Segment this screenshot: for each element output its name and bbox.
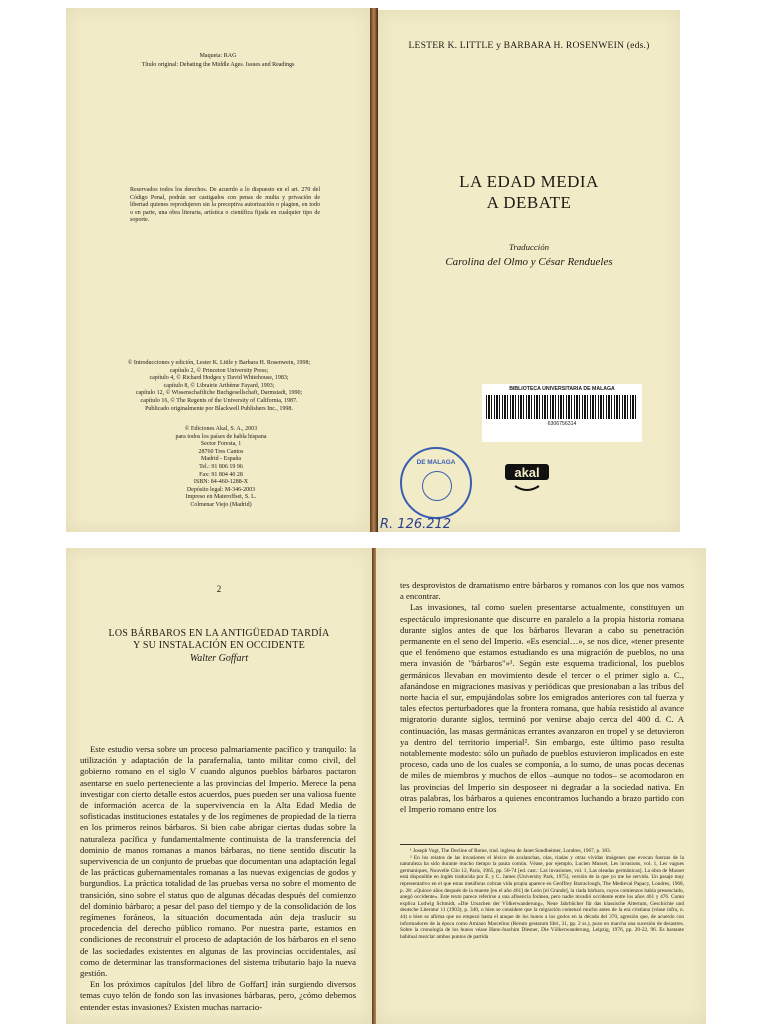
publisher-info <box>146 426 296 510</box>
translation-label: Traducción <box>508 242 550 252</box>
logo-swoosh <box>515 486 539 490</box>
copyright-list <box>94 360 344 413</box>
maqueta-credit: Maqueta: RAG <box>199 53 237 59</box>
chapter-opening-page <box>66 548 372 1024</box>
copyright-line: © Introducciones y edición, Lester K. Little y Barbara H. Rosenwein, 1998; <box>127 360 311 366</box>
book-title-line1: LA EDAD MEDIA <box>459 172 599 191</box>
publisher-line: © Ediciones Akal, S. A., 2003 <box>184 426 258 432</box>
book-gutter <box>370 8 378 532</box>
paragraph: tes desprovistos de dramatismo entre bárbaros y romanos con los que nos vamos a encontrar. <box>400 580 684 602</box>
translators: Carolina del Olmo y César Rendueles <box>445 256 613 268</box>
akal-logo <box>505 456 549 496</box>
footnotes <box>400 848 684 940</box>
footnote-rule <box>400 844 480 845</box>
publisher-line: Colmenar Viejo (Madrid) <box>190 501 252 508</box>
library-barcode-label <box>482 384 642 442</box>
stamp-emblem-icon <box>422 471 452 501</box>
paragraph: Este estudio versa sobre un proceso palmariamente pacífico y tranquilo: la utilización y adaptación de la parafernalia, tanto militar como civil, del gobierno romano en el siglo V cuando algunos pueblos bárbaros pactaron asentarse en suelo perteneciente a las provincias del Imperio. Merece la pena investigar con cierto detalle estos acuerdos, pues pueden ser una valiosa fuente de información acerca de la supervivencia en la Alta Edad Media de sofisticadas instituciones estatales y de los regímenes de propiedad de la tierra en los primeros reinos bárbaros. Si bien cabe abrigar ciertas dudas sobre la naturaleza pacífica y fundamentalmente continuista de la transferencia del dominio de manos romanas a manos bárbaras, no tiene sentido discutir la supervivencia de un conjunto de pruebas que documentan una adaptación legal de las prácticas gubernamentales romanas a las nuevas exigencias de godos y burgundios. La práctica totalidad de las pruebas versa no sobre el momento de transición, sino sobre el status quo de algunas décadas después del comienzo del dominio bárbaro; a pesar del paso del tiempo y de la consolidación de los regímenes foráneos, la situación documentada aún deja traslucir su procedencia del derecho público romano. Por nuestra parte, estamos en condiciones de reconstruir el proceso de adaptación de los bárbaros en el seno de las sociedades existentes en algunas de las provincias occidentales, así como de determinar las transformaciones del sistema tributario bajo la nueva gestión. <box>80 744 356 979</box>
chapter-title-line1: LOS BÁRBAROS EN LA ANTIGÜEDAD TARDÍA <box>108 628 330 639</box>
chapter-title-line2: Y SU INSTALACIÓN EN OCCIDENTE <box>133 640 305 651</box>
publisher-line: 28760 Tres Cantos <box>198 448 244 455</box>
footnote: ¹ Joseph Vogt, The Decline of Rome, trad. inglesa de Janet Sondheimer, Londres, 1967, p. 183. <box>410 848 612 854</box>
publisher-line: Madrid - España <box>201 456 241 463</box>
page-body <box>400 580 684 815</box>
akal-logo-graphic <box>505 456 549 496</box>
chapter-body <box>80 744 356 1013</box>
publisher-line: Sector Foresta, 1 <box>200 441 242 448</box>
publisher-line: ISBN: 84-460-1288-X <box>193 479 249 486</box>
copyright-line: Publicado originalmente por Blackwell Publishers Inc., 1998. <box>145 405 293 412</box>
publisher-line: Tel.: 91 806 19 96 <box>199 463 243 470</box>
book-title-line2: A DEBATE <box>486 193 572 212</box>
publisher-line: Fax: 91 804 40 28 <box>199 471 243 478</box>
chapter-author: Walter Goffart <box>189 653 249 664</box>
rights-notice: Reservados todos los derechos. De acuerdo a lo dispuesto en el art. 270 del Código Penal, podrán ser castigados con penas de multa y privación de libertad quienes reprodujeren sin la preceptiva autorización o plagien, en todo o en parte, una obra literaria, artística o científica fijada en cualquier tipo de soporte. <box>130 187 320 224</box>
library-name: BIBLIOTECA UNIVERSITARIA DE MALAGA <box>509 386 615 392</box>
copyright-line: capítulo 4, © Richard Hodges y David Whitehouse, 1983; <box>149 375 289 382</box>
logo-wordmark: akal <box>514 465 540 480</box>
barcode <box>486 395 638 419</box>
barcode-number: 6306756314 <box>547 421 577 427</box>
copyright-page <box>66 8 370 532</box>
copyright-line: capítulo 2, © Princeton University Press; <box>169 367 269 374</box>
publisher-line: Depósito legal: M-346-2003 <box>186 486 256 493</box>
copyright-line: capítulo 16, © The Regents of the University of California, 1987. <box>140 397 298 404</box>
stamp-text: DE MALAGA <box>416 459 456 466</box>
chapter-number: 2 <box>216 584 222 594</box>
handwritten-shelfmark: R. 126.212 <box>380 517 452 532</box>
publisher-line: para todos los países de habla hispana <box>175 433 267 440</box>
copyright-line: capítulo 12, © Wissenschaftliche Buchgesellschaft, Darmstadt, 1990; <box>135 390 303 397</box>
publisher-line: Impreso en Materoffset, S. L. <box>185 494 257 501</box>
paragraph: Las invasiones, tal como suelen presentarse actualmente, constituyen un espectáculo impresionante que discurre en paralelo a la propia historia romana durante siglos antes de que los bárbaros llevaran a cabo su penetración permanente en el seno del Imperio. «Es esencial…», se nos dice, «tener presente que el fenómeno que estamos estudiando es una migración de pueblos, no una mera invasión de "bárbaros"»¹. Según este esquema tradicional, los pueblos germánicos llevaban en movimiento desde el tercer o el primer siglo a. C., afanándose en migraciones masivas y periódicas que presionaban a las tribus del norte hacia el sur, empujándolas sobre los emigrados anteriores con tal fuerza y tales efectos perturbadores que la frontera romana, que había resistido al avance migratorio durante siglos, terminó por venirse abajo cerca del 400 d. C. A continuación, las masas germánicas errantes avanzaron en tropel y se detuvieron ya dentro del territorio imperial². Sin embargo, este último paso resulta notablemente modesto: sólo un puñado de pueblos estuvieron implicados en este proceso, cada uno de los cuales se componía, a lo sumo, de unas pocas decenas de miles de miembros y muchos de ellos –aunque no todos– se acomodaron en las provincias del Imperio sin desposeer ni degradar a la sociedad nativa. En otras palabras, los bárbaros a quienes encontramos luchando a brazo partido con el Imperio romano entre los <box>400 602 684 815</box>
original-title: Título original: Debating the Middle Ages. Issues and Readings <box>141 62 295 68</box>
paragraph: En los próximos capítulos [del libro de Goffart] irán surgiendo diversos temas cuyo telón de fondo son las invasiones bárbaras, pero, ¿cómo debemos entender estas invasiones? Existen muchas narracio- <box>80 979 356 1012</box>
editors: LESTER K. LITTLE y BARBARA H. ROSENWEIN (eds.) <box>408 40 650 51</box>
title-page <box>378 10 680 532</box>
library-stamp <box>400 447 472 519</box>
footnote: ² En los relatos de las invasiones el léxico de avalanchas, olas, riadas y otras vívidas imágenes que evocan fuerzas de la naturaleza ha sido durante mucho tiempo la pauta común. Véase, por ejemplo, Lucien Musset, Les invasions, vol. 1, Les vagues germaniques, Nouvelle Clio 12, París, 1965, pp. 50-74 [ed. cast.: Las invasiones, vol. 1, Las oleadas germánicas]. La obra de Musset está disponible en inglés traducida por E. y C. James (University Park, 1975), versión de la que yo me he servido. Un pasaje muy representativo en el que estas metáforas cobran vida propia aparece en Geoffrey Barraclough, The Medieval Papacy, Londres, 1968, p. 28: «Quince años después de la muerte [en el año 461] de León [el Grande], la riada bárbara, cuyos comienzos había presenciado, anegó occidente». Este texto parece referirse a una afluencia foránea, pero nadie invadió occidente entre los años 461 y 476. Como explica Ludwig Schmidt, «Die Ursachen der Völkerwanderung», Neue Jahrbücher für das klassische Altertum, Geschichte und deutsche Literatur 11 (1903), p. 340, o bien se considere que la migración comenzó mucho antes de la era cristiana (véase infra, n. 44) o bien se afirma que no empezó hasta el ataque de los hunos a los godos en la década del 370, agresión que, de acuerdo con informadores de la época como Amiano Marcelino (Rerum gestarum libri, 31, pp. 2 ss.), puso en marcha una sucesión de desastres. Sobre la cronología de los hunos véase Hans-Joachim Diesner, Die Völkerwanderung, Leipzig, 1976, pp. 20-22, 96. Es bastante habitual mezclar ambos puntos de partida <box>400 854 684 940</box>
text-page <box>376 548 706 1024</box>
copyright-line: capítulo 8, © Librairie Arthème Fayard, 1993; <box>163 382 275 389</box>
